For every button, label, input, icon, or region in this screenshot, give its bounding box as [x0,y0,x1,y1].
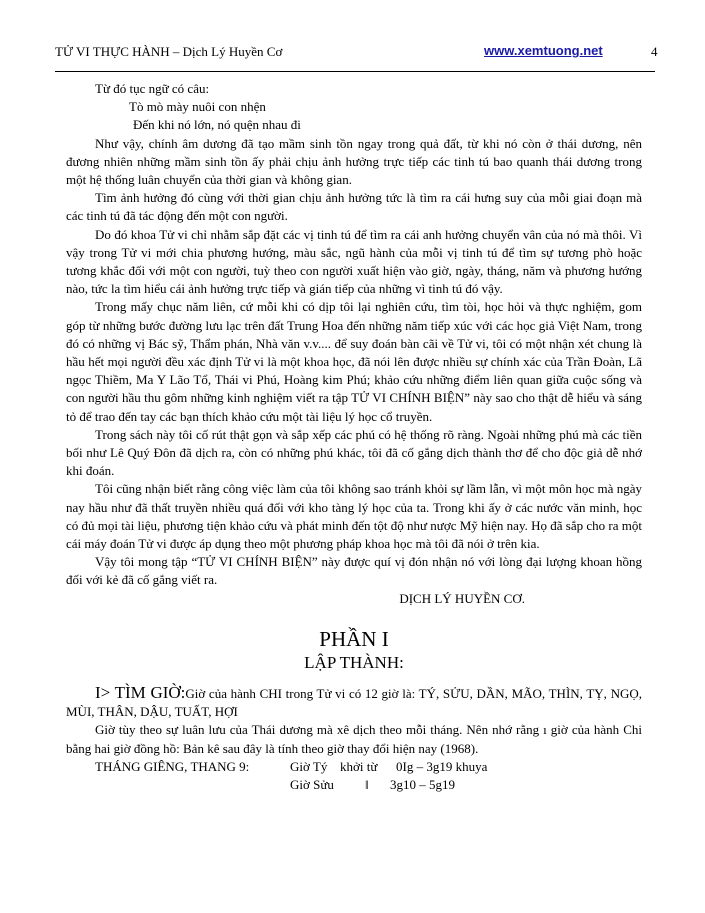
time-table-row [66,758,642,776]
part-title: PHẦN I [319,626,389,651]
header-divider [55,71,655,72]
month-label: THÁNG GIÊNG, THANG 9: [95,758,250,774]
hour-mark: ‖ [365,776,369,792]
page-header [55,44,660,64]
hour-range: 3g10 – 5g19 [390,776,455,792]
verse-line: Đến khi nó lớn, nó quện nhau đi [133,117,301,133]
paragraph: Trong sách này tôi cố rút thật gọn và sắp xếp các phú có hệ thống rõ ràng. Ngoài những phú mà các tiền bối như Lê Quý Đôn đã dịch ra, còn có những phú khác, tôi đã cố gắng dịch thành thơ để cho độc giả dễ nhớ khi đoán. [66,426,642,479]
verse-line: Tò mò mày nuôi con nhện [129,99,266,115]
paragraph: Tìm ảnh hưởng đó cùng với thời gian chịu ảnh hưởng tức là tìm ra cái hưng suy của mỗi giai đoạn mà các tinh tú đã tác động đến một con người. [66,190,642,224]
section-heading: I> TÌM GIỜ: [95,682,186,702]
section-intro [66,684,642,721]
section-text: Giờ của hành CHI trong Tử vi có 12 giờ là: TÝ, SỬU, DẦN, MÃO, THÌN, TỴ, NGỌ, MÙI, THÂN, DẬU, TUẤT, HỢI [66,685,643,720]
paragraph: Giờ tùy theo sự luân lưu của Thái dương mà xê dịch theo mỗi tháng. Nên nhớ rằng ı giờ của hành Chi bằng hai giờ đồng hồ: Bản kê sau đây là tính theo giờ thay đổi hiện nay (1968). [66,722,642,756]
signature: DỊCH LÝ HUYỀN CƠ. [399,590,525,606]
header-title: TỬ VI THỰC HÀNH – Dịch Lý Huyền Cơ [55,44,283,59]
hour-name: Giờ Sửu [290,776,334,792]
intro-line: Từ đó tục ngữ có câu: [95,81,210,96]
paragraph: Trong mấy chục năm liên, cứ mỗi khi có dịp tôi lại nghiên cứu, tìm tòi, học hỏi và thực nghiệm, gom góp từ những bước đường lưu lạc trên đất Trung Hoa đến những năm tiếp xúc với các học giả Việt Nam, trong đó có những vị Bác sỹ, Thẩm phán, Nhà văn v.v.... để suy đoán bàn cãi về Tử vi, tôi có một nhận xét chung là hầu hết mọi người đều xác định Tử vi là một khoa học, đã nói lên được nhiều sự chính xác của Trần Đoàn, Lã ngọc Thiềm, Ma Y Lão Tổ, Thái vi Phú, Hoàng kim Phú; khảo cứu những điểm liên quan giữa cuộc sống và con người hầu thu gôm những kinh nghiệm viết ra tập TỬ VI CHÍNH BIỆN” này sao cho thật dễ hiểu và sáng tỏ để trao đến tay các bạn thích khảo cứu một tài liệu lý học cổ truyền. [66,299,642,424]
hour-range: 0Ig – 3g19 khuya [396,758,488,774]
part-subtitle: LẬP THÀNH: [304,652,404,672]
paragraph: Như vậy, chính âm dương đã tạo mầm sinh tồn ngay trong quả đất, từ khi nó còn ở thái dương, nên đương nhiên những mầm sinh tồn ấy phải chịu ảnh hưởng trực tiếp các tinh tú bao quanh thái dương trong một hệ thống luân chuyển của thời gian và không gian. [66,135,642,188]
website-link[interactable]: www.xemtuong.net [484,43,603,58]
time-table-row [66,776,642,794]
paragraph: Vậy tôi mong tập “TỬ VI CHÍNH BIỆN” này được quí vị đón nhận nó với lòng đại lượng khoan hồng đối với kẻ đã cố gắng viết ra. [66,554,642,588]
paragraph: Do đó khoa Tử vi chỉ nhằm sắp đặt các vị tinh tú để tìm ra cái anh hưởng chuyển vân của nó mà thôi. Vì vậy trong Tử vi mới chia phương hướng, màu sắc, ngũ hành của mỗi vị tinh tú để tìm sự tương phò hoặc tương khắc đối với một con người, tuỳ theo con người xuất hiện vào giờ, ngày, tháng, năm và phương hướng nào, tức la tìm hiểu cái ảnh hưởng trực tiếp và gián tiếp của những vì tinh tú đó vậy. [66,226,642,297]
document-body [66,80,642,794]
hour-name: Giờ Tý [290,758,328,774]
hour-mark: khởi từ [340,758,378,774]
page-number: 4 [651,44,658,59]
paragraph: Tôi cũng nhận biết rằng công việc làm của tôi không sao tránh khỏi sự lầm lẫn, vì một môn học mà ngày nay hầu như đã thất truyền nhiều quá đối với kho tàng lý học của ta. Trong khi ấy ở các nước văn minh, học có đủ mọi tài liệu, phương tiện khảo cứu và phát minh đến tột độ như nược Mỹ hiện nay. Họ đã sắp cho ra một cái máy đoán Tử vi được áp dụng theo một phương pháp khoa học mà tôi đã nói ở trên kia. [66,481,642,552]
